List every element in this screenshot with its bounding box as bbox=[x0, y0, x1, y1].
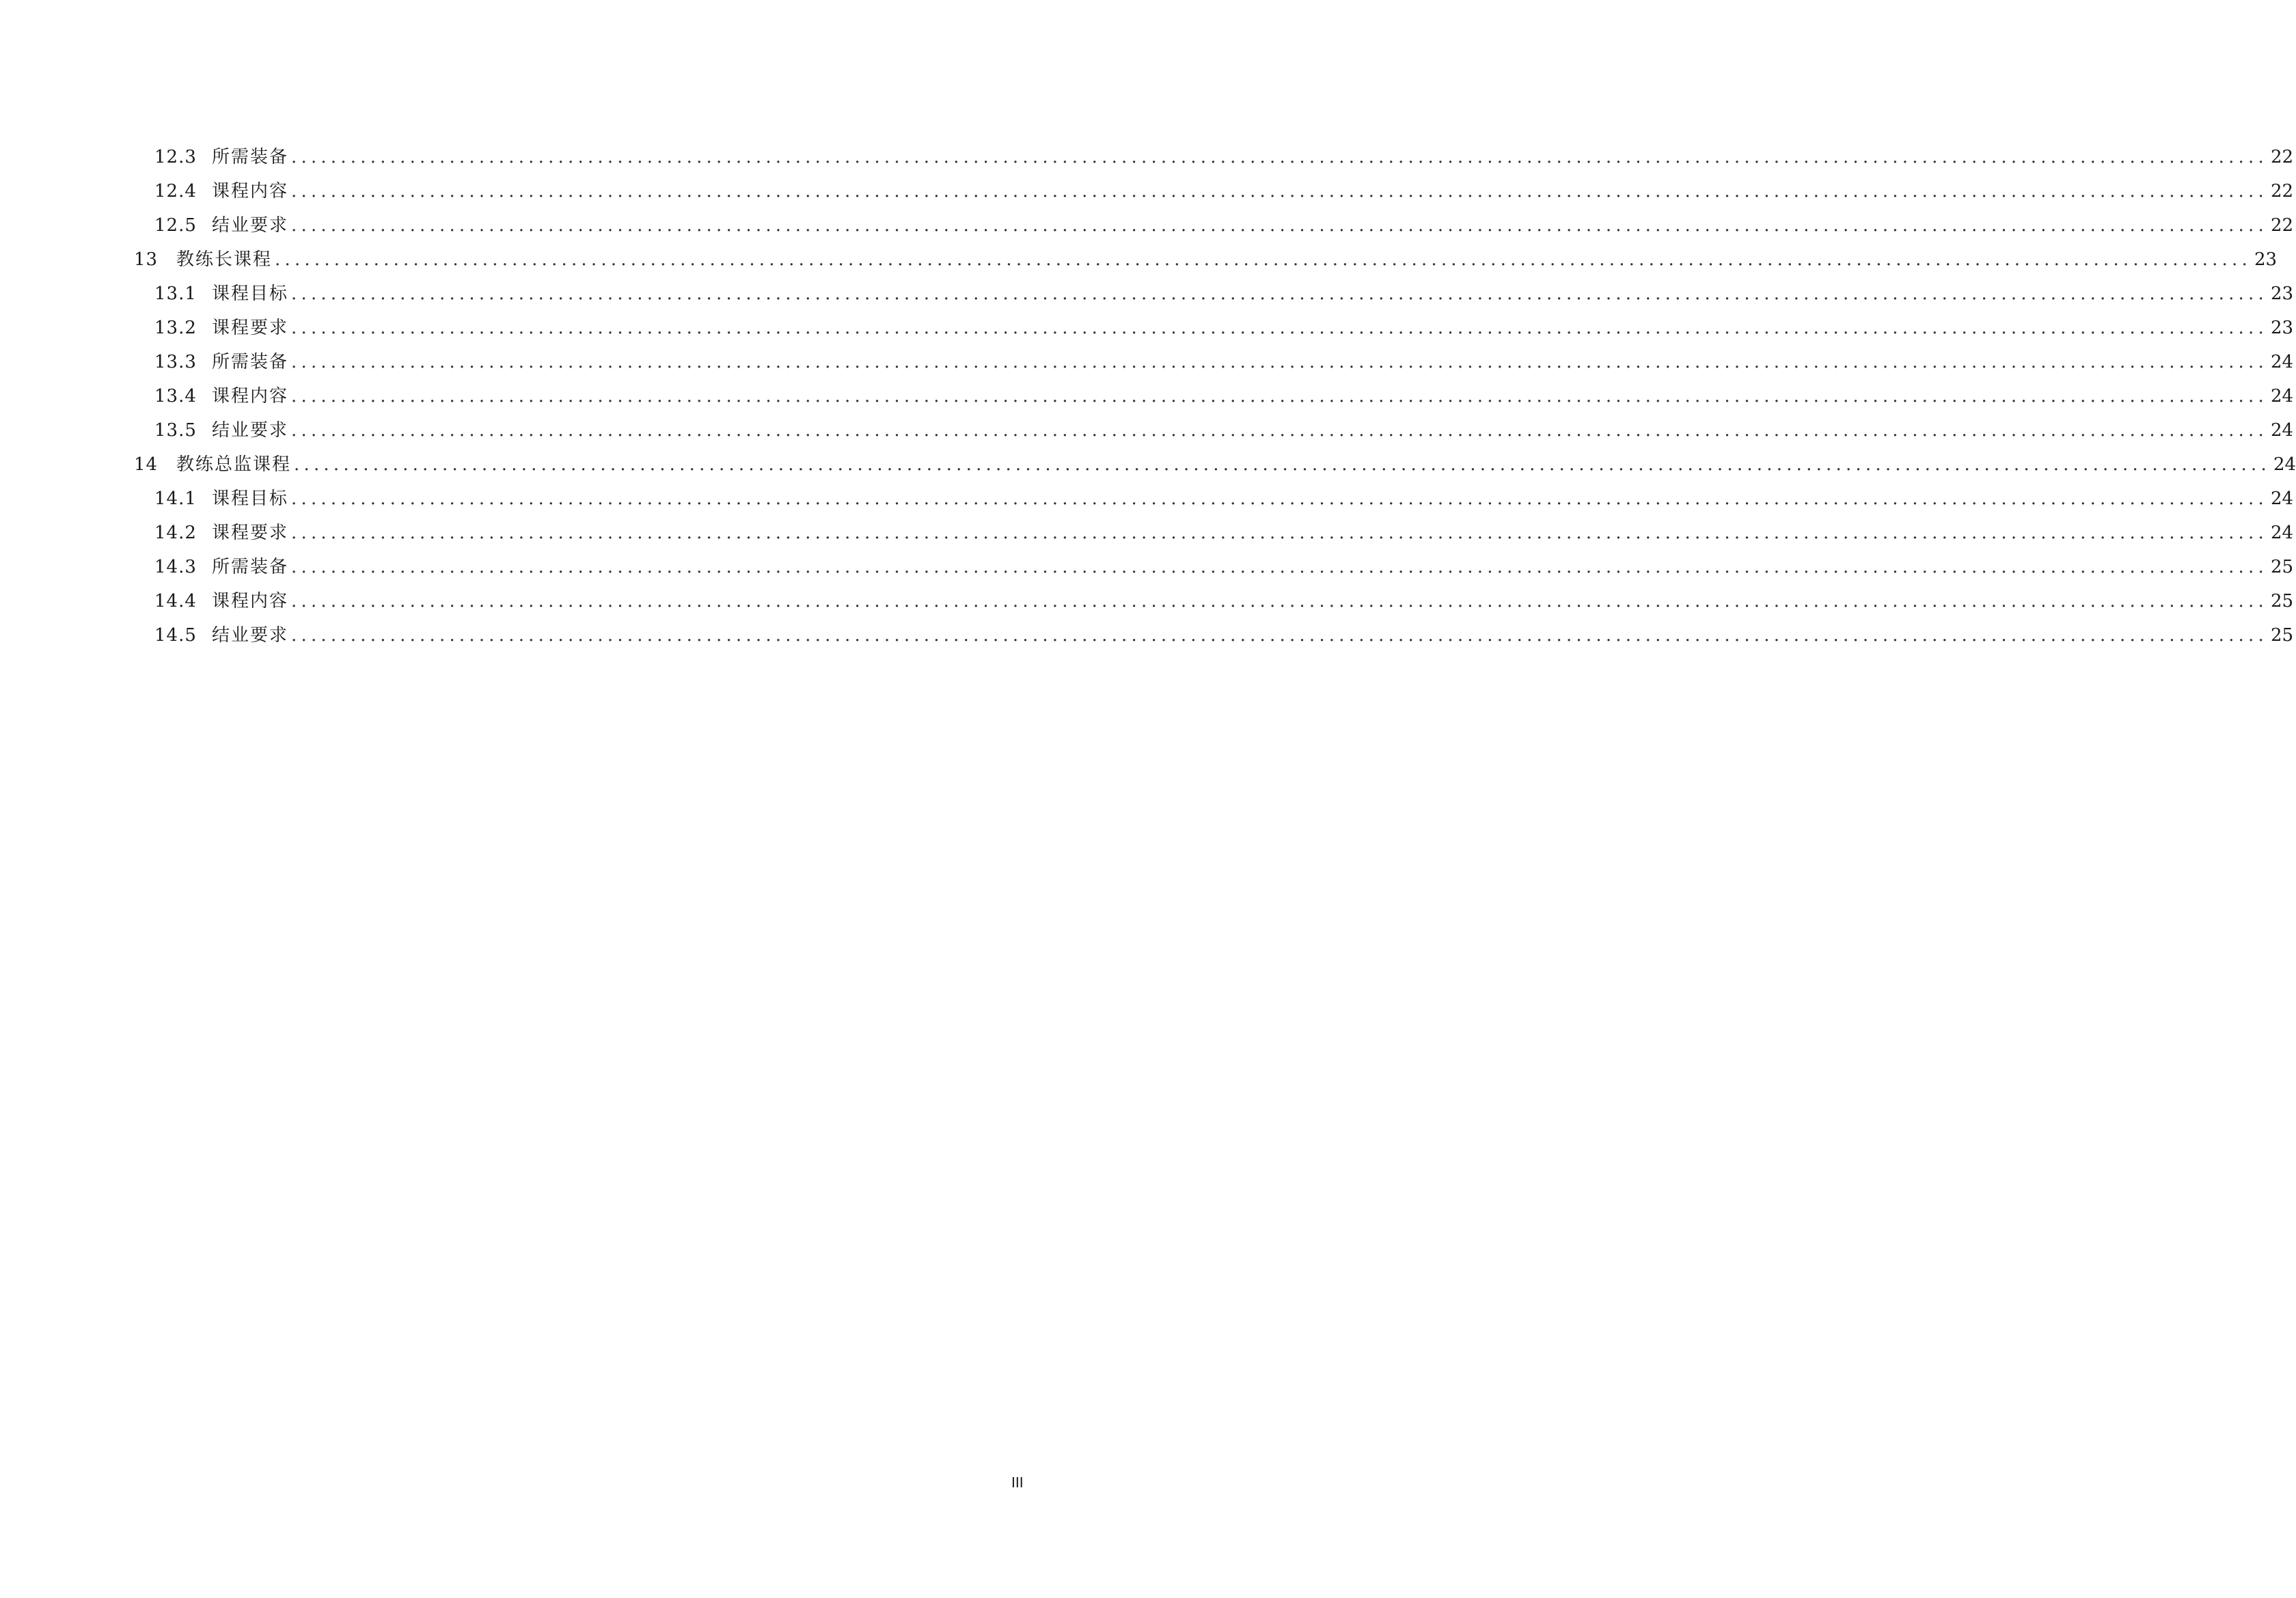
toc-entry-number: 13.5 bbox=[154, 420, 197, 441]
toc-entry-title: 结业要求 bbox=[212, 215, 289, 236]
toc-entry-number: 12.3 bbox=[154, 147, 197, 167]
toc-entry[interactable] bbox=[134, 140, 2294, 174]
toc-entry-number: 13.3 bbox=[154, 352, 197, 372]
toc-entry-title: 课程要求 bbox=[212, 318, 289, 338]
toc-entry-page: 24 bbox=[2270, 488, 2294, 509]
toc-entry[interactable] bbox=[134, 584, 2294, 618]
toc-entry-title: 教练长课程 bbox=[176, 249, 273, 270]
toc-leader-dots: ........................................................................................................................................................................................................ bbox=[291, 488, 2268, 509]
toc-entry-page: 24 bbox=[2273, 454, 2296, 475]
toc-entry-title: 课程内容 bbox=[212, 181, 289, 202]
toc-entry-number: 14.4 bbox=[154, 591, 197, 611]
toc-entry-number: 14.1 bbox=[154, 488, 197, 509]
toc-entry-page: 25 bbox=[2270, 591, 2294, 611]
toc-entry[interactable] bbox=[134, 379, 2294, 413]
toc-leader-dots: ........................................................................................................................................................................................................ bbox=[291, 284, 2268, 304]
toc-entry-number: 13.4 bbox=[154, 386, 197, 407]
toc-entry-page: 23 bbox=[2270, 318, 2294, 338]
toc-leader-dots: ........................................................................................................................................................................................................ bbox=[291, 147, 2268, 167]
toc-entry[interactable] bbox=[134, 447, 2296, 482]
toc-entry-page: 22 bbox=[2270, 147, 2294, 167]
toc-leader-dots: ........................................................................................................................................................................................................ bbox=[291, 352, 2268, 372]
toc-entry-number: 13.1 bbox=[154, 284, 197, 304]
toc-leader-dots: ........................................................................................................................................................................................................ bbox=[294, 454, 2271, 475]
toc-entry-number: 14 bbox=[134, 454, 159, 475]
toc-leader-dots: ........................................................................................................................................................................................................ bbox=[291, 318, 2268, 338]
toc-entry-page: 25 bbox=[2270, 625, 2294, 646]
toc-entry[interactable] bbox=[134, 516, 2294, 550]
toc-entry-title: 教练总监课程 bbox=[176, 454, 292, 475]
toc-entry-title: 课程要求 bbox=[212, 523, 289, 543]
toc-entry-number: 12.4 bbox=[154, 181, 197, 202]
toc-leader-dots: ........................................................................................................................................................................................................ bbox=[291, 557, 2268, 577]
toc-entry[interactable] bbox=[134, 482, 2294, 516]
toc-entry[interactable] bbox=[134, 243, 2278, 277]
table-of-contents bbox=[134, 140, 2296, 652]
toc-entry[interactable] bbox=[134, 550, 2294, 584]
toc-entry[interactable] bbox=[134, 345, 2294, 379]
toc-entry[interactable] bbox=[134, 208, 2294, 243]
toc-entry[interactable] bbox=[134, 174, 2294, 208]
toc-entry-page: 25 bbox=[2270, 557, 2294, 577]
toc-entry-title: 课程目标 bbox=[212, 284, 289, 304]
toc-entry-title: 结业要求 bbox=[212, 625, 289, 646]
toc-entry-title: 所需装备 bbox=[212, 557, 289, 577]
toc-entry-title: 课程目标 bbox=[212, 488, 289, 509]
toc-leader-dots: ........................................................................................................................................................................................................ bbox=[291, 181, 2268, 202]
toc-leader-dots: ........................................................................................................................................................................................................ bbox=[291, 523, 2268, 543]
toc-entry-number: 14.5 bbox=[154, 625, 197, 646]
toc-entry-page: 24 bbox=[2270, 386, 2294, 407]
toc-entry-page: 23 bbox=[2254, 249, 2278, 270]
toc-leader-dots: ........................................................................................................................................................................................................ bbox=[291, 625, 2268, 646]
toc-entry-title: 所需装备 bbox=[212, 352, 289, 372]
toc-leader-dots: ........................................................................................................................................................................................................ bbox=[291, 591, 2268, 611]
toc-entry-page: 22 bbox=[2270, 215, 2294, 236]
toc-entry-number: 13 bbox=[134, 249, 159, 270]
toc-entry-number: 13.2 bbox=[154, 318, 197, 338]
toc-entry-page: 24 bbox=[2270, 523, 2294, 543]
toc-entry-number: 12.5 bbox=[154, 215, 197, 236]
toc-leader-dots: ........................................................................................................................................................................................................ bbox=[275, 249, 2252, 270]
toc-entry-number: 14.2 bbox=[154, 523, 197, 543]
toc-entry[interactable] bbox=[134, 277, 2294, 311]
toc-leader-dots: ........................................................................................................................................................................................................ bbox=[291, 420, 2268, 441]
toc-entry-title: 结业要求 bbox=[212, 420, 289, 441]
toc-leader-dots: ........................................................................................................................................................................................................ bbox=[291, 386, 2268, 407]
toc-entry-title: 课程内容 bbox=[212, 591, 289, 611]
toc-entry-page: 24 bbox=[2270, 420, 2294, 441]
toc-leader-dots: ........................................................................................................................................................................................................ bbox=[291, 215, 2268, 236]
toc-entry-number: 14.3 bbox=[154, 557, 197, 577]
page-number: III bbox=[1011, 1474, 1024, 1491]
toc-entry-page: 24 bbox=[2270, 352, 2294, 372]
toc-entry-title: 所需装备 bbox=[212, 147, 289, 167]
toc-entry[interactable] bbox=[134, 413, 2294, 447]
toc-entry-title: 课程内容 bbox=[212, 386, 289, 407]
toc-entry-page: 22 bbox=[2270, 181, 2294, 202]
toc-entry-page: 23 bbox=[2270, 284, 2294, 304]
toc-entry[interactable] bbox=[134, 311, 2294, 345]
toc-entry[interactable] bbox=[134, 618, 2294, 652]
